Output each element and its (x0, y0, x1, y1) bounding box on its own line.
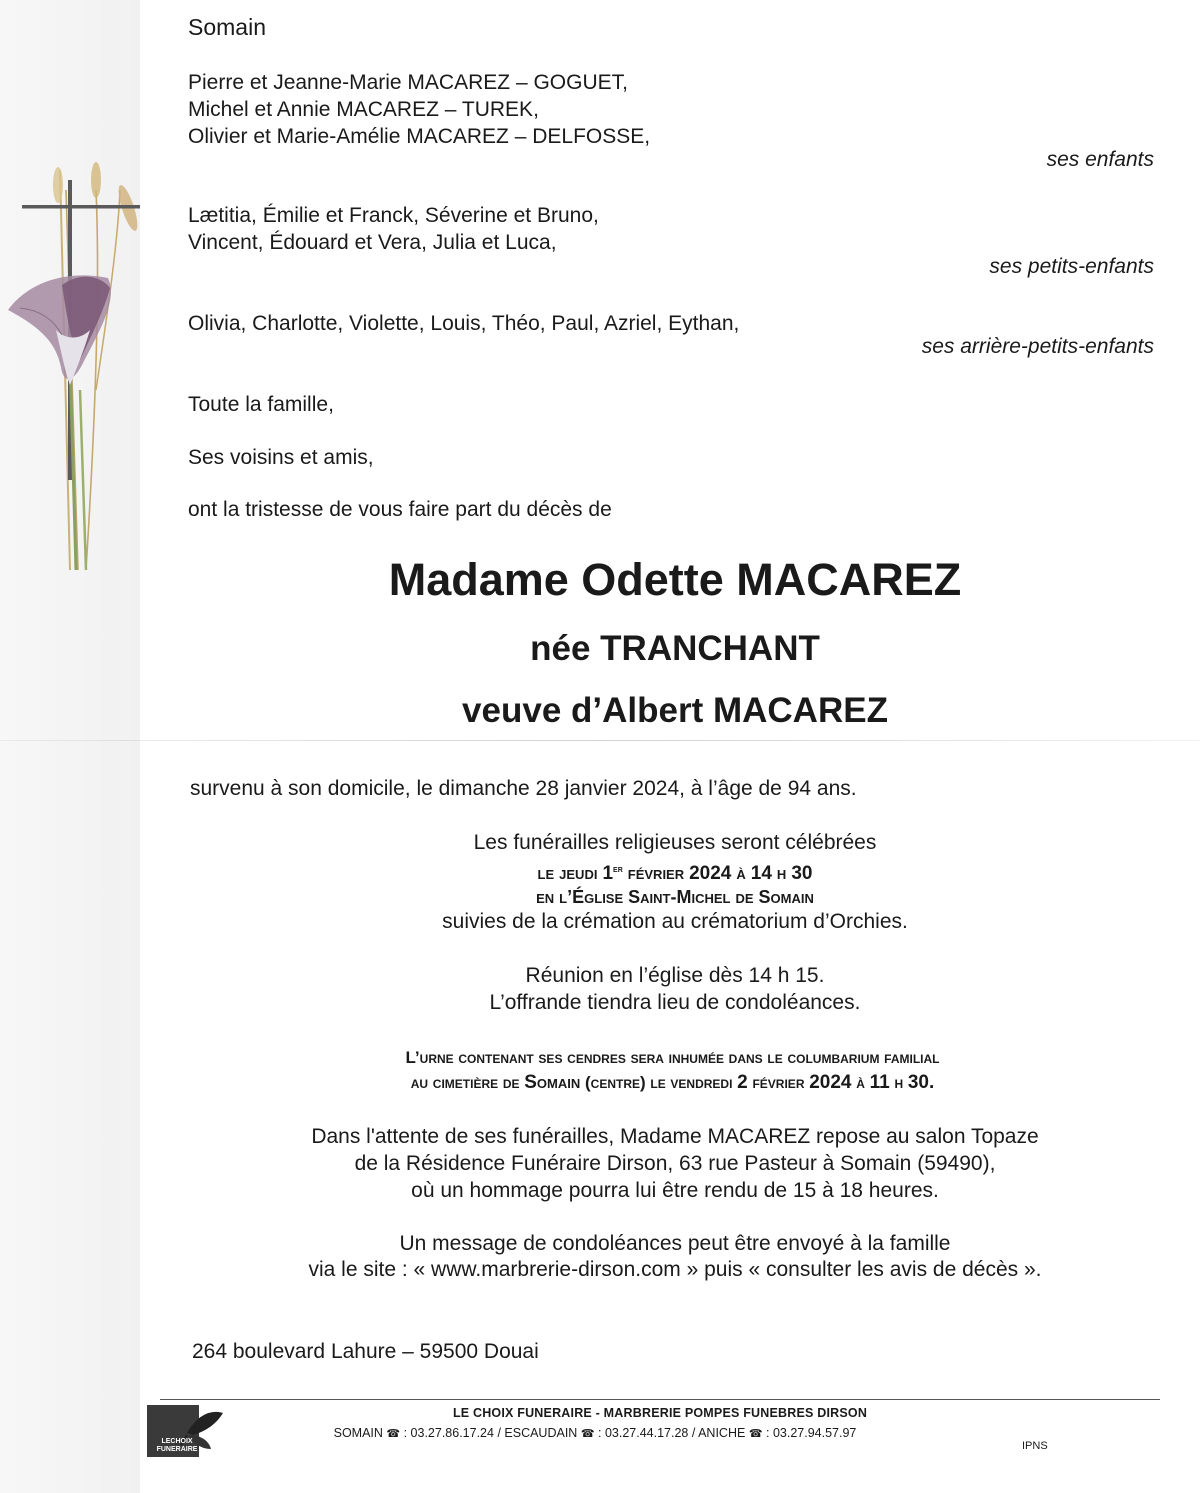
funeral-church (0, 884, 1200, 910)
address: 264 boulevard Lahure – 59500 Douai (192, 1340, 539, 1363)
children-line-2: Michel et Annie MACAREZ – TUREK, (188, 98, 539, 121)
logo-text (147, 1438, 207, 1454)
urn-line-2 (0, 1070, 1200, 1096)
viewing-line-1: Dans l'attente de ses funérailles, Madame MACAREZ repose au salon Topaze (311, 1125, 1039, 1148)
deceased-birth-name: née TRANCHANT (530, 629, 820, 668)
death-statement: survenu à son domicile, le dimanche 28 janvier 2024, à l’âge de 94 ans. (190, 777, 857, 800)
footer-phone-town-1: SOMAIN (333, 1426, 383, 1440)
urn-year: 2024 (809, 1072, 852, 1093)
urn-prefix: au cimetière de (410, 1073, 525, 1092)
grandchildren-line-2: Vincent, Édouard et Vera, Julia et Luca, (188, 231, 557, 254)
footer-phone-number-3: : 03.27.94.57.97 (766, 1426, 857, 1440)
funeral-date-prefix: le jeudi (537, 863, 603, 883)
cross-with-lily-icon (0, 160, 150, 580)
funeral-meeting: Réunion en l’église dès 14 h 15. (525, 964, 825, 987)
condolences-line-1: Un message de condoléances peut être envoyé à la famille (399, 1232, 951, 1255)
urn-minutes: 30. (907, 1072, 935, 1093)
funeral-month: février (622, 863, 690, 883)
urn-hour: 11 (869, 1072, 890, 1093)
funeral-h: h (771, 863, 792, 883)
urn-line-1: L’urne contenant ses cendres sera inhumée dans le columbarium familial (405, 1048, 940, 1067)
urn-mid: (centre) le vendredi (580, 1073, 738, 1092)
footer-phone-number-2: : 03.27.44.17.28 / (598, 1426, 699, 1440)
funeral-at: à (731, 863, 751, 883)
children-line-3: Olivier et Marie-Amélie MACAREZ – DELFOSSE, (188, 125, 651, 148)
footer-rule (160, 1399, 1160, 1400)
footer-phone-town-2: ESCAUDAIN (504, 1426, 578, 1440)
logo-line-1: LECHOIX (161, 1438, 193, 1445)
urn-at: à (851, 1073, 870, 1092)
phone-icon: ☎ (580, 1428, 595, 1440)
funeral-hour: 14 (750, 863, 772, 884)
deceased-widow-of: veuve d’Albert MACAREZ (462, 691, 888, 730)
whole-family: Toute la famille, (188, 393, 334, 416)
logo-line-2: FUNERAIRE (156, 1446, 198, 1453)
fold-line (0, 740, 1200, 741)
viewing-line-3: où un hommage pourra lui être rendu de 15 à 18 heures. (411, 1179, 939, 1202)
children-label: ses enfants (1046, 148, 1154, 171)
funeral-cremation: suivies de la crémation au crématorium d’Orchies. (442, 910, 908, 933)
footer-title: LE CHOIX FUNERAIRE - MARBRERIE POMPES FUNEBRES DIRSON (452, 1406, 868, 1420)
children-line-1: Pierre et Jeanne-Marie MACAREZ – GOGUET, (188, 71, 628, 94)
church-name: Église Saint-Michel de Somain (572, 887, 814, 907)
town-header: Somain (188, 14, 266, 40)
phone-icon: ☎ (748, 1428, 763, 1440)
phone-icon: ☎ (386, 1428, 401, 1440)
church-prefix: en l’ (536, 887, 573, 907)
urn-day: 2 (737, 1072, 748, 1093)
funeral-intro: Les funérailles religieuses seront célébrées (473, 831, 877, 854)
urn-month: février (747, 1073, 810, 1092)
announcement: ont la tristesse de vous faire part du décès de (188, 498, 612, 521)
funeral-year: 2024 (689, 863, 732, 884)
great-grandchildren-label: ses arrière-petits-enfants (921, 335, 1154, 358)
deceased-name: Madame Odette MACAREZ (388, 554, 962, 605)
funeral-date (0, 857, 1200, 887)
urn-h: h (889, 1073, 908, 1092)
urn-town: Somain (524, 1072, 581, 1093)
funeral-day: 1 (602, 863, 614, 884)
grandchildren-line-1: Lætitia, Émilie et Franck, Séverine et Bruno, (188, 204, 599, 227)
neighbors: Ses voisins et amis, (188, 446, 374, 469)
footer-phone-town-3: ANICHE (698, 1426, 746, 1440)
condolences-line-2: via le site : « www.marbrerie-dirson.com » puis « consulter les avis de décès ». (308, 1258, 1042, 1281)
funeral-day-suffix: er (613, 864, 623, 875)
great-grandchildren-line: Olivia, Charlotte, Violette, Louis, Théo, Paul, Azriel, Eythan, (188, 312, 740, 335)
ipns-code: IPNS (1022, 1440, 1048, 1452)
funeral-minutes: 30 (791, 863, 813, 884)
funeral-offering: L’offrande tiendra lieu de condoléances. (489, 991, 861, 1014)
grandchildren-label: ses petits-enfants (989, 255, 1154, 278)
footer-phone-number-1: : 03.27.86.17.24 / (403, 1426, 505, 1440)
viewing-line-2: de la Résidence Funéraire Dirson, 63 rue Pasteur à Somain (59490), (354, 1152, 996, 1175)
footer-phones (245, 1426, 945, 1440)
